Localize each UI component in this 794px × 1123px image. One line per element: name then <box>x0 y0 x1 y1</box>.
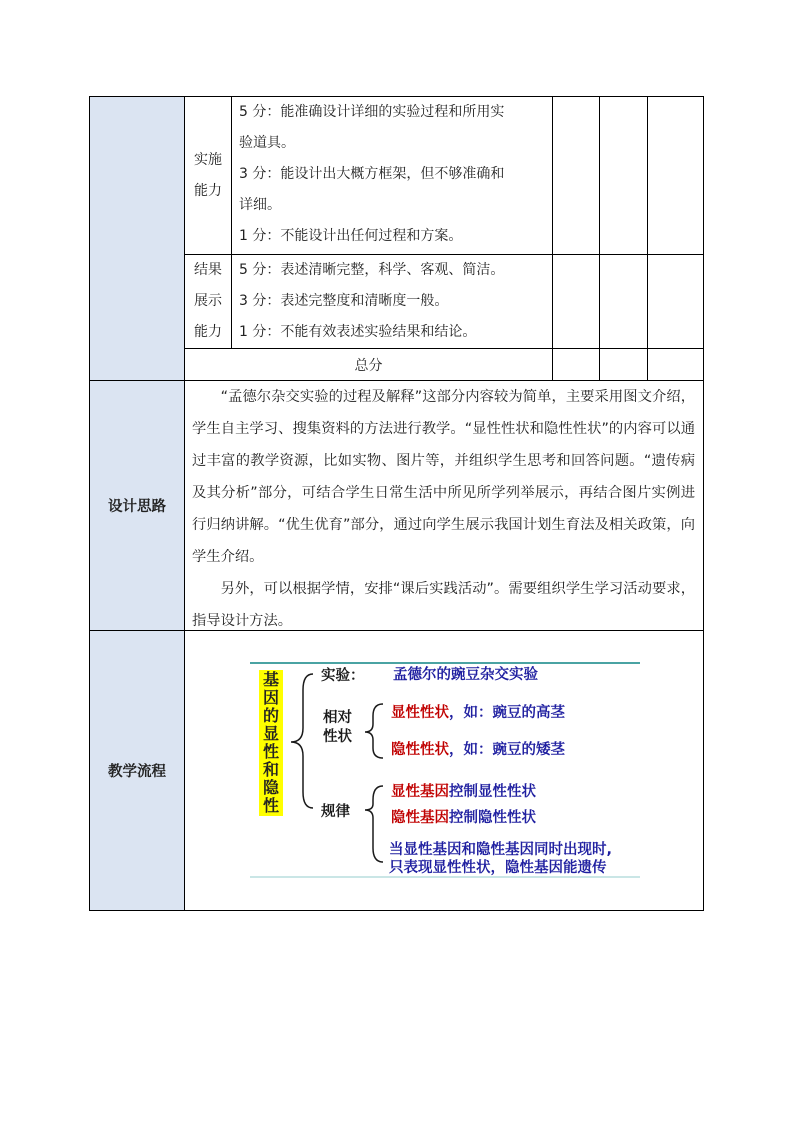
criteria-line: 3 分：能设计出大概方框架，但不够准确和 <box>239 166 505 182</box>
score-cell <box>552 254 600 349</box>
total-label: 总分 <box>354 357 383 374</box>
design-paragraph: “孟德尔杂交实验的过程及解释”这部分内容较为简单，主要采用图文介绍，学生自主学习、搜集资料的方法进行教学。“显性性状和隐性性状”的内容可以通过丰富的教学资源，比如实物、图片等，并组织学生思考和回答问题。“遗传病及其分析”部分，可结合学生日常生活中所见所学列举展示，再结合图片实例进行归纳讲解。“优生优育”部分，通过向学生展示我国计划生育法及相关政策，向学生介绍。 <box>192 389 695 565</box>
experiment-label: 实验： <box>321 668 365 684</box>
recessive-example: ，如：豌豆的矮茎 <box>449 742 565 758</box>
score-cell <box>647 254 704 349</box>
trait-brace-icon <box>365 704 383 758</box>
title-char: 的 <box>262 706 279 725</box>
main-brace-icon <box>291 674 313 808</box>
dominant-example: ，如：豌豆的高茎 <box>449 705 565 721</box>
score-cell <box>647 96 704 255</box>
total-score-cell <box>599 348 648 381</box>
category-cell-implementation <box>184 96 232 255</box>
dominant-trait: 显性性状 <box>391 705 449 721</box>
flow-label: 教学流程 <box>108 764 166 780</box>
relative-label-1: 相对 <box>323 710 352 726</box>
title-char: 基 <box>262 670 279 689</box>
recessive-trait-line <box>391 738 565 759</box>
diagram-title-box <box>259 670 283 816</box>
total-score-cell <box>552 348 600 381</box>
rule-line-1: 当显性基因和隐性基因同时出现时, <box>389 842 613 858</box>
criteria-line: 验道具。 <box>239 135 295 151</box>
title-char: 显 <box>262 724 279 743</box>
category-implementation: 实施 能力 <box>194 151 222 199</box>
title-char: 性 <box>262 742 279 761</box>
relative-label-2: 性状 <box>323 729 352 745</box>
dominant-gene: 显性基因 <box>391 784 449 800</box>
dominant-gene-rest: 控制显性性状 <box>449 784 536 800</box>
criteria-line: 5 分：能准确设计详细的实验过程和所用实 <box>239 104 505 120</box>
dominant-gene-line <box>391 780 536 801</box>
design-content-cell <box>184 380 704 631</box>
score-cell <box>599 254 648 349</box>
total-score-cell <box>647 348 704 381</box>
design-label: 设计思路 <box>108 499 166 515</box>
category-presentation: 结果 展示 能力 <box>194 262 222 340</box>
recessive-trait: 隐性性状 <box>391 742 449 758</box>
criteria-line: 5 分：表述清晰完整，科学、客观、简洁。 <box>239 262 505 278</box>
total-cell <box>184 348 553 381</box>
criteria-line: 详细。 <box>239 197 281 213</box>
experiment-value: 孟德尔的豌豆杂交实验 <box>393 667 538 683</box>
concept-diagram <box>245 660 645 880</box>
law-label: 规律 <box>321 804 350 820</box>
law-brace-icon <box>365 786 383 862</box>
criteria-line: 1 分：不能设计出任何过程和方案。 <box>239 228 463 244</box>
left-header-cell-top <box>89 96 185 381</box>
title-char: 因 <box>262 688 279 707</box>
title-char: 性 <box>262 796 279 815</box>
flow-label-cell <box>89 630 185 911</box>
title-char: 隐 <box>262 778 279 797</box>
criteria-cell-implementation <box>231 96 553 255</box>
title-char: 和 <box>262 760 279 779</box>
criteria-cell-presentation <box>231 254 553 349</box>
criteria-line: 3 分：表述完整度和清晰度一般。 <box>239 293 449 309</box>
score-cell <box>552 96 600 255</box>
rule-line-2: 只表现显性性状，隐性基因能遗传 <box>389 860 607 876</box>
recessive-gene: 隐性基因 <box>391 810 449 826</box>
recessive-gene-line <box>391 806 536 827</box>
design-label-cell <box>89 380 185 631</box>
criteria-line: 1 分：不能有效表述实验结果和结论。 <box>239 324 477 340</box>
category-cell-presentation <box>184 254 232 349</box>
dominant-trait-line <box>391 701 565 722</box>
design-paragraph: 另外，可以根据学情，安排“课后实践活动”。需要组织学生学习活动要求，指导设计方法。 <box>192 581 695 629</box>
recessive-gene-rest: 控制隐性性状 <box>449 810 536 826</box>
score-cell <box>599 96 648 255</box>
